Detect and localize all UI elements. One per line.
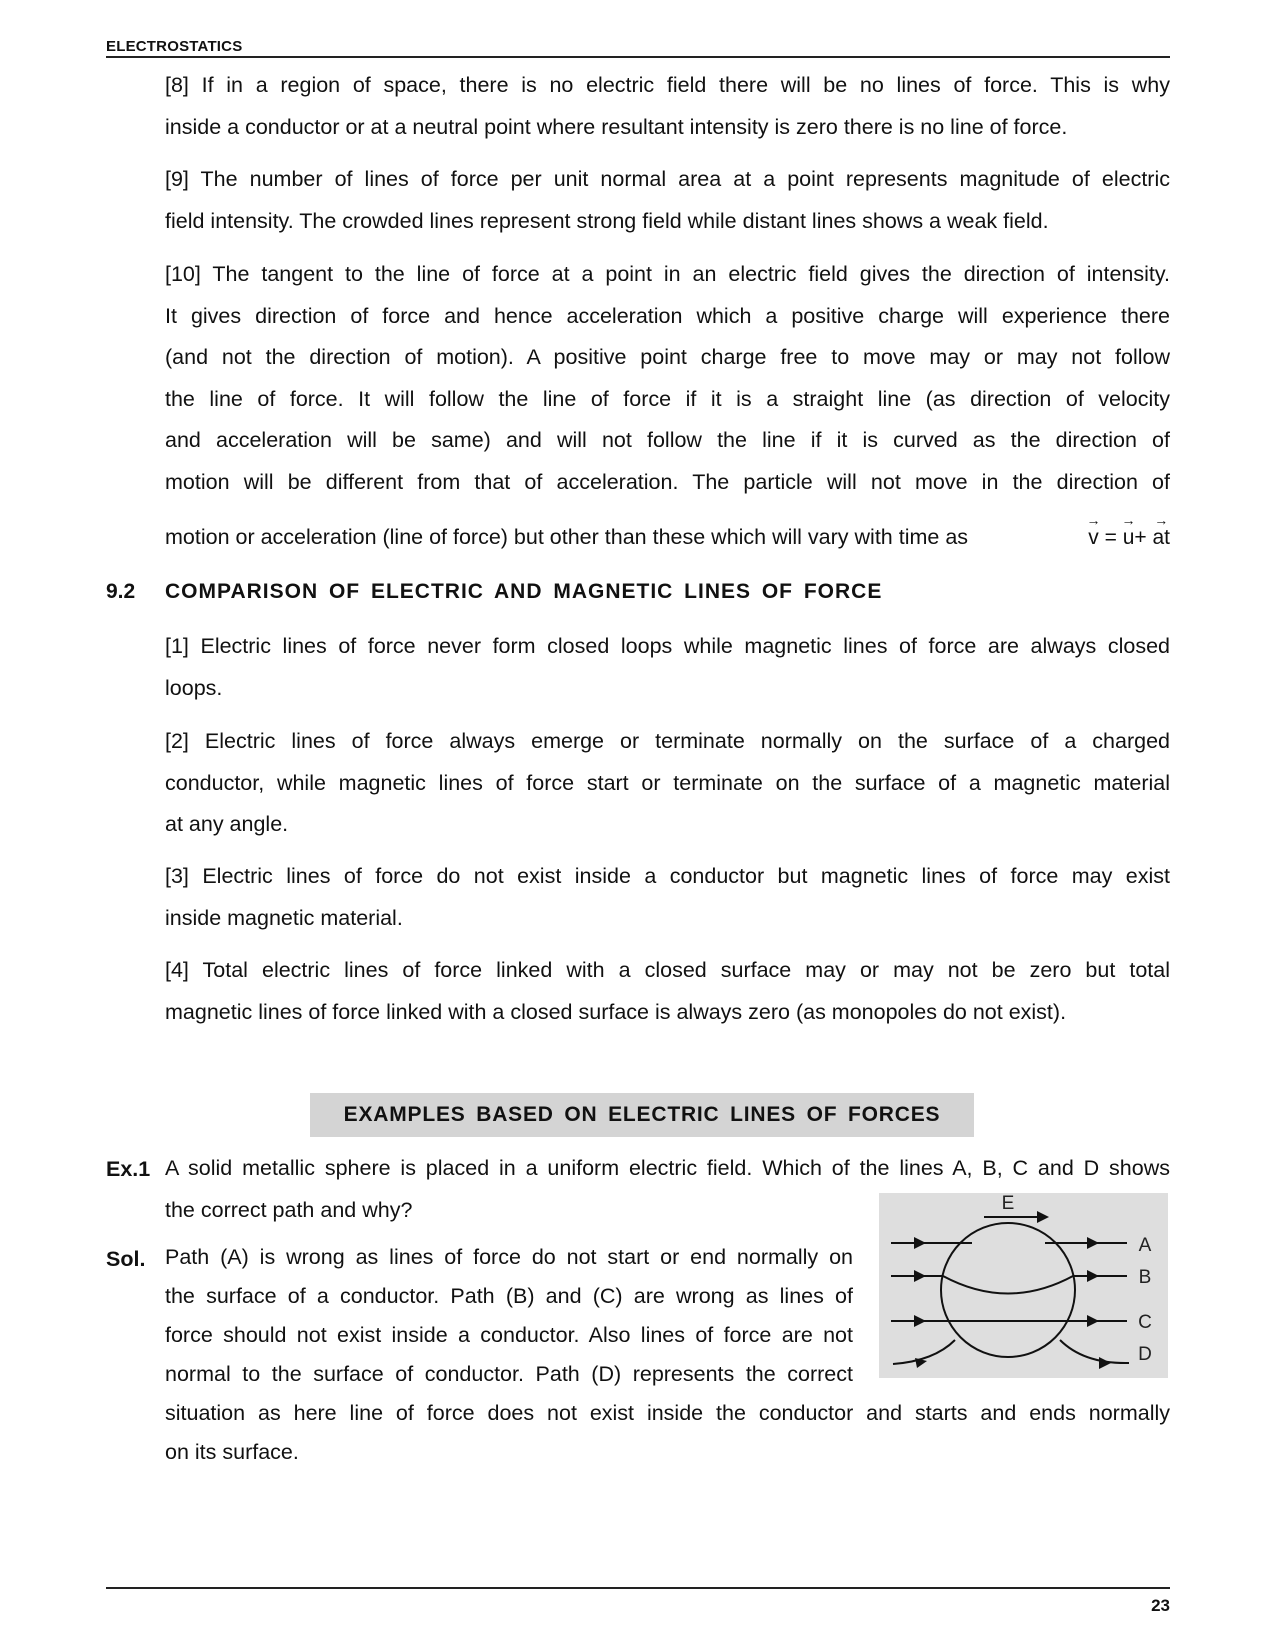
page-number: 23: [1151, 1596, 1170, 1615]
solution-wide: [165, 1394, 1170, 1472]
plus-sign: +: [1134, 526, 1147, 549]
point-10: [165, 254, 1170, 503]
text-line: magnetic lines of force linked with a closed surface is always zero (as monopoles do not exist).: [165, 999, 1067, 1024]
kinematics-equation: [1088, 517, 1170, 558]
vector-v: → v: [1088, 517, 1099, 558]
text-line: motion or acceleration (line of force) but other than these which will vary with time as: [165, 525, 969, 549]
text-line: [9] The number of lines of force per unit normal area at a point represents magnitude of electric: [165, 167, 1170, 191]
examples-banner: EXAMPLES BASED ON ELECTRIC LINES OF FORCES: [310, 1093, 974, 1137]
text-line: and acceleration will be same) and will not follow the line if it is curved as the direction of: [165, 428, 1170, 452]
comparison-point-2: [165, 721, 1170, 846]
solution-label: Sol.: [106, 1247, 146, 1271]
text-line: the correct path and why?: [165, 1197, 413, 1222]
vector-at: → at: [1152, 517, 1170, 558]
text-line: normal to the surface of conductor. Path (D) represents the correct: [165, 1362, 853, 1386]
text-line: (and not the direction of motion). A positive point charge free to move may or may not follow: [165, 345, 1170, 369]
text-line: at any angle.: [165, 812, 289, 836]
equals-sign: =: [1104, 526, 1117, 549]
section-title: COMPARISON OF ELECTRIC AND MAGNETIC LINES OF FORCE: [165, 580, 883, 603]
text-line: [1] Electric lines of force never form closed loops while magnetic lines of force are always closed: [165, 634, 1170, 658]
text-line: [8] If in a region of space, there is no electric field there will be no lines of force. This is why: [165, 73, 1170, 97]
text-line: field intensity. The crowded lines represent strong field while distant lines shows a weak field.: [165, 208, 1049, 233]
line-label-a: A: [1138, 1235, 1152, 1256]
comparison-point-1: [165, 626, 1170, 709]
point-9: [165, 159, 1170, 242]
field-label-e: E: [1001, 1193, 1015, 1214]
line-label-c: C: [1138, 1312, 1152, 1333]
header-rule: [106, 56, 1170, 58]
text-line: situation as here line of force does not exist inside the conductor and starts and ends normally: [165, 1401, 1170, 1425]
footer-rule: [106, 1587, 1170, 1589]
text-line: [10] The tangent to the line of force at a point in an electric field gives the direction of intensity.: [165, 262, 1170, 286]
sphere-field-diagram: [879, 1193, 1168, 1378]
text-line: on its surface.: [165, 1440, 299, 1464]
line-label-b: B: [1138, 1267, 1152, 1288]
text-line: the line of force. It will follow the line of force if it is a straight line (as direction of velocity: [165, 386, 1170, 411]
text-line: force should not exist inside a conductor. Also lines of force are not: [165, 1323, 853, 1347]
running-header: ELECTROSTATICS: [106, 38, 243, 55]
point-10-last-line: [165, 517, 1170, 558]
text-line: A solid metallic sphere is placed in a uniform electric field. Which of the lines A, B, C and D shows: [165, 1156, 1170, 1180]
text-line: conductor, while magnetic lines of force start or terminate on the surface of a magnetic material: [165, 770, 1170, 795]
text-line: [3] Electric lines of force do not exist inside a conductor but magnetic lines of force may exist: [165, 864, 1170, 888]
point-8: [165, 65, 1170, 148]
text-line: Path (A) is wrong as lines of force do not start or end normally on: [165, 1245, 853, 1269]
comparison-point-4: [165, 950, 1170, 1033]
text-line: [2] Electric lines of force always emerge or terminate normally on the surface of a charged: [165, 729, 1170, 753]
text-line: loops.: [165, 675, 223, 700]
text-line: motion will be different from that of acceleration. The particle will not move in the direction of: [165, 469, 1170, 494]
vector-u: → u: [1123, 517, 1135, 558]
text-line: the surface of a conductor. Path (B) and (C) are wrong as lines of: [165, 1284, 853, 1308]
solution-narrow: [165, 1238, 853, 1394]
section-number: 9.2: [106, 580, 136, 603]
example-label: Ex.1: [106, 1157, 151, 1181]
comparison-point-3: [165, 856, 1170, 939]
text-line: inside a conductor or at a neutral point where resultant intensity is zero there is no line of force.: [165, 114, 1068, 139]
text-line: inside magnetic material.: [165, 905, 403, 930]
text-line: It gives direction of force and hence acceleration which a positive charge will experience there: [165, 303, 1170, 328]
line-label-d: D: [1138, 1344, 1152, 1365]
text-line: [4] Total electric lines of force linked with a closed surface may or may not be zero but total: [165, 958, 1170, 982]
field-lines-figure: [879, 1193, 1168, 1378]
